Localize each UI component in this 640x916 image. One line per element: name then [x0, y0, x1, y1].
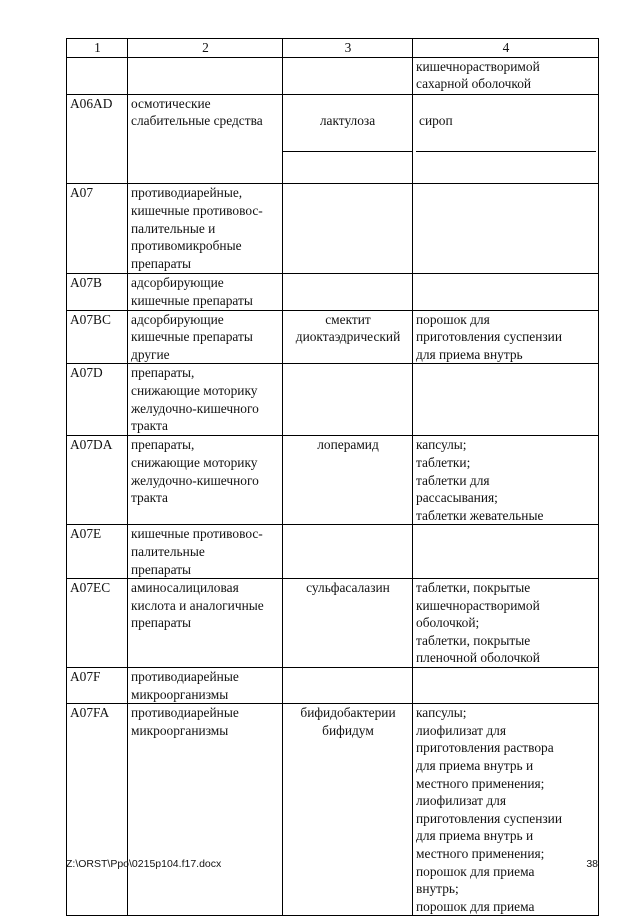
form-value: сироп [419, 113, 453, 129]
substance-cell: сульфасалазин [283, 579, 413, 668]
table-row [67, 274, 599, 310]
group-cell: аминосалициловая кислота и аналогичные препараты [128, 579, 283, 668]
substance-cell: смектит диоктаэдрический [283, 310, 413, 364]
group-cell: адсорбирующие кишечные препараты [128, 274, 283, 310]
substance-cell [283, 364, 413, 436]
header-col-4: 4 [413, 39, 599, 58]
substance-cell [283, 57, 413, 94]
table-row [67, 364, 599, 436]
form-cell: капсулы; лиофилизат для приготовления раствора для приема внутрь и местного применения; лиофилизат для приготовления суспензии для приема внутрь и местного применения; порошок для приема внутрь; порошок для приема [413, 704, 599, 916]
form-cell [413, 94, 599, 184]
substance-cell: бифидобактерии бифидум [283, 704, 413, 916]
form-cell: порошок для приготовления суспензии для приема внутрь [413, 310, 599, 364]
table-row [67, 436, 599, 525]
substance-cell: лоперамид [283, 436, 413, 525]
page-number: 38 [586, 858, 598, 870]
substance-cell [283, 525, 413, 579]
code-cell: A06AD [67, 94, 128, 184]
code-cell: A07DA [67, 436, 128, 525]
table-row [67, 525, 599, 579]
substance-value: лактулоза [319, 113, 376, 129]
form-cell [413, 525, 599, 579]
empty-subcell [416, 151, 596, 166]
drug-classification-table [66, 38, 599, 916]
code-cell: A07FA [67, 704, 128, 916]
table-row [67, 579, 599, 668]
group-cell [128, 57, 283, 94]
form-cell: кишечнорастворимой сахарной оболочкой [413, 57, 599, 94]
form-cell [413, 184, 599, 274]
substance-cell [283, 184, 413, 274]
form-cell: таблетки, покрытые кишечнорастворимой оболочкой; таблетки, покрытые пленочной оболочкой [413, 579, 599, 668]
group-cell: адсорбирующие кишечные препараты другие [128, 310, 283, 364]
table-row [67, 668, 599, 704]
code-cell: A07D [67, 364, 128, 436]
code-cell: A07EC [67, 579, 128, 668]
table-row [67, 704, 599, 916]
code-cell: A07 [67, 184, 128, 274]
group-cell: кишечные противовос- палительные препараты [128, 525, 283, 579]
code-cell: A07B [67, 274, 128, 310]
header-row [67, 39, 599, 58]
form-cell [413, 364, 599, 436]
form-cell [413, 668, 599, 704]
substance-cell [283, 274, 413, 310]
substance-cell [283, 94, 413, 184]
header-col-1: 1 [67, 39, 128, 58]
substance-cell [283, 668, 413, 704]
table-row [67, 184, 599, 274]
code-cell [67, 57, 128, 94]
group-cell: осмотические слабительные средства [128, 94, 283, 184]
table-row [67, 94, 599, 184]
group-cell: противодиарейные микроорганизмы [128, 704, 283, 916]
header-col-2: 2 [128, 39, 283, 58]
group-cell: препараты, снижающие моторику желудочно-кишечного тракта [128, 364, 283, 436]
code-cell: A07F [67, 668, 128, 704]
header-col-3: 3 [283, 39, 413, 58]
group-cell: препараты, снижающие моторику желудочно-кишечного тракта [128, 436, 283, 525]
file-path: Z:\ORST\Ppo\0215p104.f17.docx [66, 858, 222, 870]
table-row [67, 310, 599, 364]
form-cell: капсулы; таблетки; таблетки для рассасывания; таблетки жевательные [413, 436, 599, 525]
table-row [67, 57, 599, 94]
empty-subcell [283, 151, 412, 166]
group-cell: противодиарейные микроорганизмы [128, 668, 283, 704]
group-cell: противодиарейные, кишечные противовос- палительные и противомикробные препараты [128, 184, 283, 274]
code-cell: A07E [67, 525, 128, 579]
code-cell: A07BC [67, 310, 128, 364]
form-cell [413, 274, 599, 310]
